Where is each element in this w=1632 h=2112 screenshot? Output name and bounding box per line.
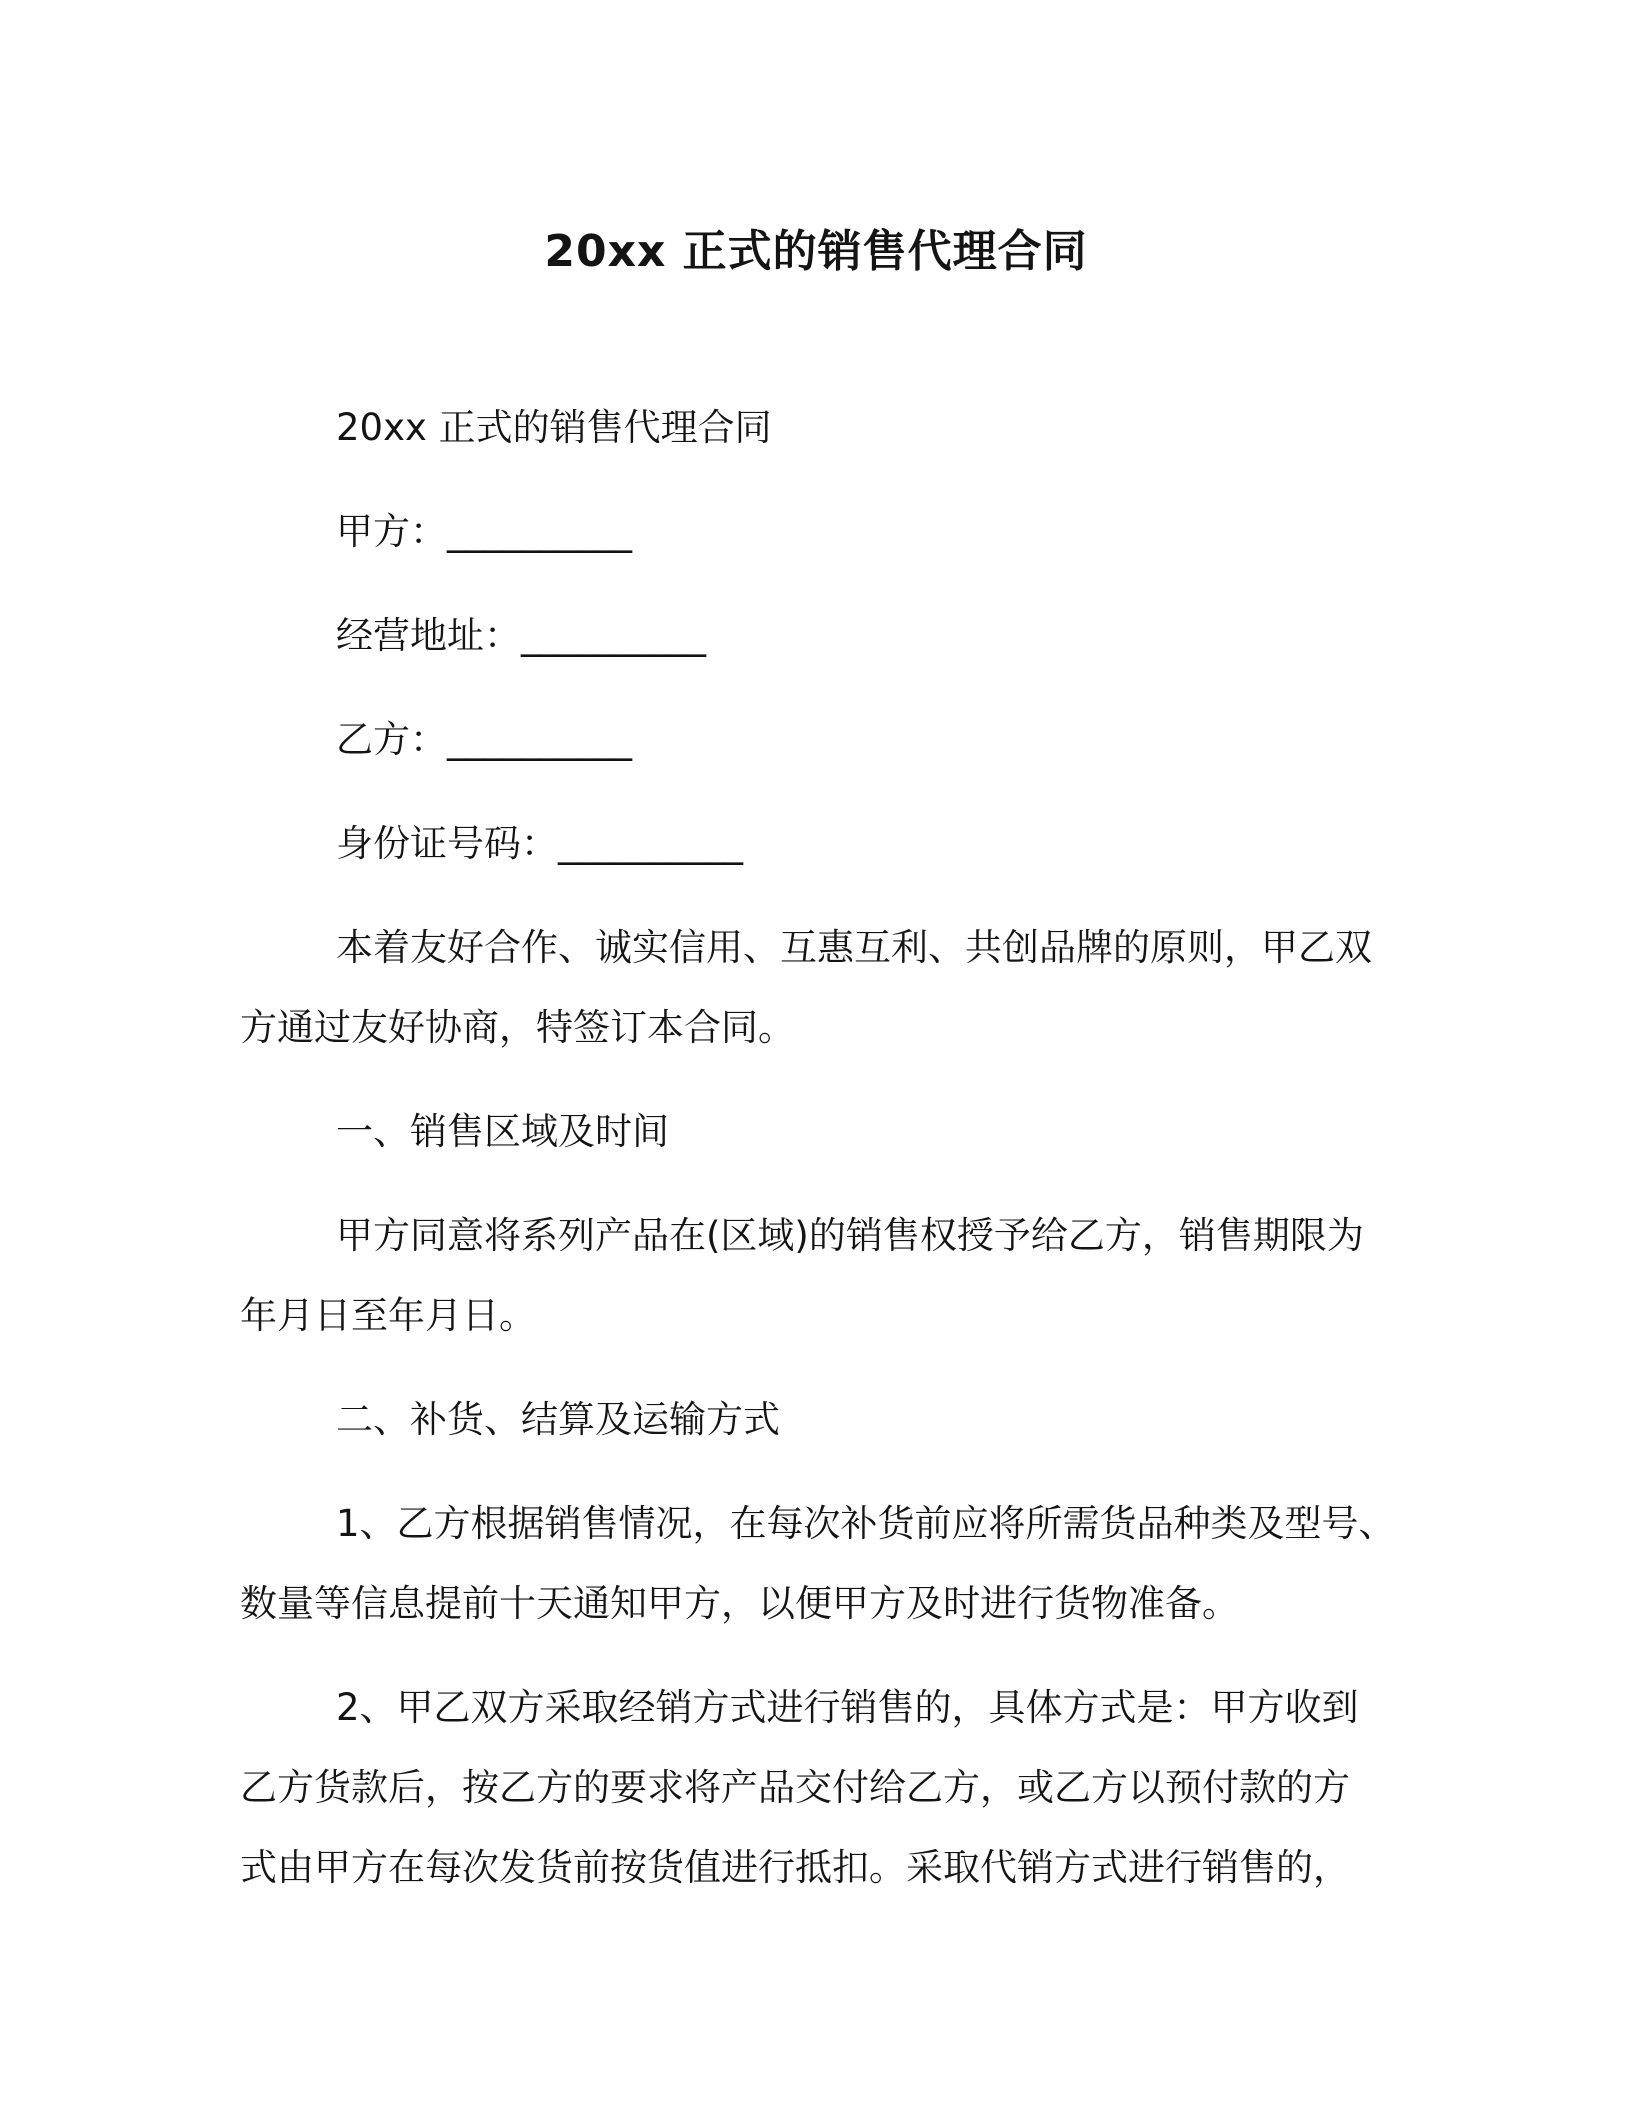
clause-2-2-line-1: 2、甲乙双方采取经销方式进行销售的，具体方式是：甲方收到 <box>336 1686 1359 1729</box>
clause-2-2-line-2: 乙方货款后，按乙方的要求将产品交付给乙方，或乙方以预付款的方 <box>240 1766 1350 1809</box>
preamble-line-2: 方通过友好协商，特签订本合同。 <box>240 1006 795 1049</box>
section-1-body-line-1: 甲方同意将系列产品在(区域)的销售权授予给乙方，销售期限为 <box>336 1214 1364 1257</box>
id-number-line: 身份证号码：__________ <box>336 822 743 865</box>
clause-2-1-line-2: 数量等信息提前十天通知甲方，以便甲方及时进行货物准备。 <box>240 1582 1239 1625</box>
section-2-heading: 二、补货、结算及运输方式 <box>336 1398 780 1441</box>
section-1-body-line-2: 年月日至年月日。 <box>240 1294 536 1337</box>
party-b-line: 乙方：__________ <box>336 718 632 761</box>
document-title: 20xx 正式的销售代理合同 <box>544 226 1088 277</box>
section-1-heading: 一、销售区域及时间 <box>336 1110 669 1153</box>
preamble-line-1: 本着友好合作、诚实信用、互惠互利、共创品牌的原则，甲乙双 <box>336 926 1372 969</box>
clause-2-1-line-1: 1、乙方根据销售情况，在每次补货前应将所需货品种类及型号、 <box>336 1502 1396 1545</box>
party-a-line: 甲方：__________ <box>336 510 632 553</box>
business-address-line: 经营地址：__________ <box>336 614 706 657</box>
contract-subtitle: 20xx 正式的销售代理合同 <box>336 406 772 449</box>
clause-2-2-line-3: 式由甲方在每次发货前按货值进行抵扣。采取代销方式进行销售的， <box>240 1846 1350 1889</box>
